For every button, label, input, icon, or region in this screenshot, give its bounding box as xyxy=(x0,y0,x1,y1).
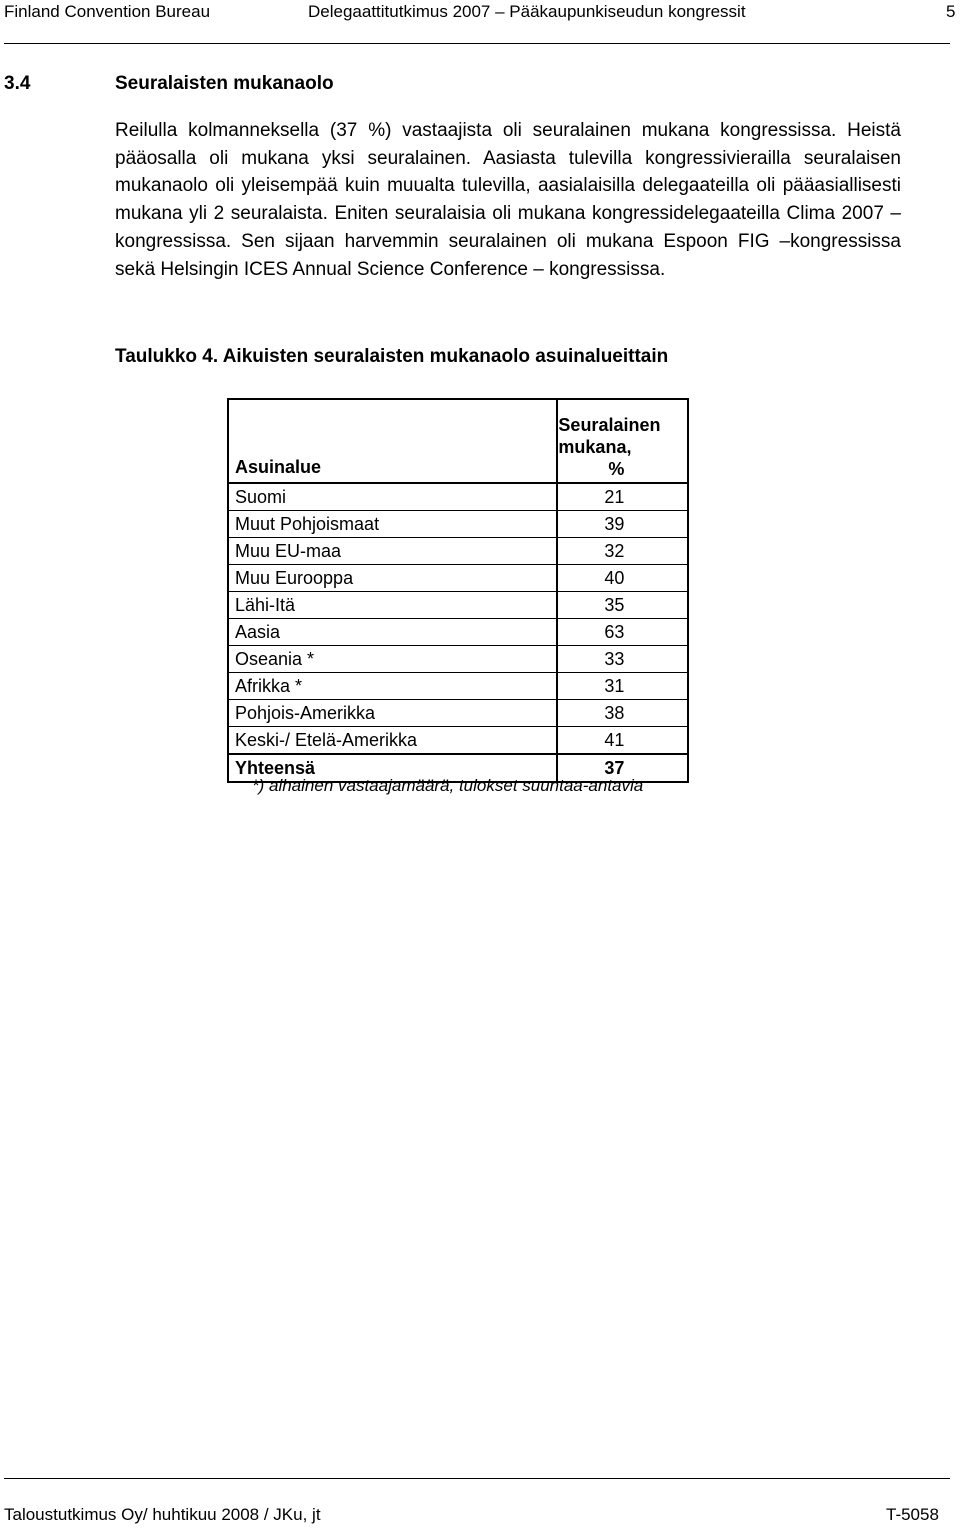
value-text: 40 xyxy=(604,568,625,588)
table-row xyxy=(228,673,688,700)
column-header-value-line2: mukana, % xyxy=(558,437,632,479)
table-row xyxy=(228,619,688,646)
value-cell xyxy=(557,483,688,511)
region-cell: Keski-/ Etelä-Amerikka xyxy=(235,730,418,750)
value-text: 35 xyxy=(604,595,625,615)
value-cell xyxy=(557,592,688,619)
value-text: 39 xyxy=(604,514,625,534)
section-title: Seuralaisten mukanaolo xyxy=(115,73,334,94)
value-cell xyxy=(557,673,688,700)
table-body xyxy=(228,483,688,754)
value-cell xyxy=(557,538,688,565)
value-text: 32 xyxy=(604,541,625,561)
table-row xyxy=(228,565,688,592)
column-header-value xyxy=(557,399,688,483)
table-row xyxy=(228,727,688,755)
table-row xyxy=(228,592,688,619)
table-row xyxy=(228,511,688,538)
value-text: 41 xyxy=(604,730,625,750)
value-text: 33 xyxy=(604,649,625,669)
value-cell xyxy=(557,619,688,646)
section-number: 3.4 xyxy=(4,73,31,94)
column-header-value-line1: Seuralainen xyxy=(558,415,661,435)
data-table xyxy=(227,398,689,783)
table-row xyxy=(228,700,688,727)
region-cell: Lähi-Itä xyxy=(228,592,557,619)
value-text: 21 xyxy=(604,487,625,507)
table-caption: Taulukko 4. Aikuisten seuralaisten mukanaolo asuinalueittain xyxy=(115,346,669,367)
region-cell: Muu Eurooppa xyxy=(228,565,557,592)
total-value: 37 xyxy=(604,758,625,778)
total-label: Yhteensä xyxy=(228,754,557,782)
table-row xyxy=(228,538,688,565)
table-header-row xyxy=(228,399,688,483)
footer-code: T-5058 xyxy=(886,1505,939,1524)
header-report-title: Delegaattitutkimus 2007 – Pääkaupunkiseudun kongressit xyxy=(308,2,746,21)
header-org: Finland Convention Bureau xyxy=(4,2,211,21)
region-cell: Afrikka * xyxy=(228,673,557,700)
header-divider xyxy=(4,43,950,44)
region-cell: Oseania * xyxy=(228,646,557,673)
value-cell xyxy=(557,727,688,755)
value-text: 31 xyxy=(604,676,625,696)
region-cell: Suomi xyxy=(228,483,557,511)
value-cell xyxy=(557,700,688,727)
value-cell xyxy=(557,511,688,538)
value-cell xyxy=(557,565,688,592)
column-header-region: Asuinalue xyxy=(228,399,557,483)
region-cell: Muut Pohjoismaat xyxy=(228,511,557,538)
footer-publisher: Taloustutkimus Oy/ huhtikuu 2008 / JKu, jt xyxy=(4,1505,321,1524)
table-footnote: *) alhainen vastaajamäärä, tulokset suuntaa-antavia xyxy=(252,776,644,795)
page-number: 5 xyxy=(946,2,956,21)
value-cell xyxy=(557,646,688,673)
value-text: 38 xyxy=(604,703,625,723)
body-paragraph: Reilulla kolmanneksella (37 %) vastaajista oli seuralainen mukana kongressissa. Heistä pääosalla oli mukana yksi seuralainen. Aasiasta tulevilla kongressivierailla seuralaisen mukanaolo oli yleisempää kuin muualta tulevilla, aasialaisilla delegaateilla oli pääasiallisesti mukana yli 2 seuralaista. Eniten seuralaisia oli mukana kongressidelegaateilla Clima 2007 –kongressissa. Sen sijaan harvemmin seuralainen oli mukana Espoon FIG –kongressissa sekä Helsingin ICES Annual Science Conference – kongressissa. xyxy=(115,120,901,280)
footer-divider xyxy=(4,1478,950,1479)
value-text: 63 xyxy=(604,622,625,642)
region-cell: Aasia xyxy=(228,619,557,646)
table-row xyxy=(228,646,688,673)
table-row xyxy=(228,483,688,511)
region-cell: Muu EU-maa xyxy=(228,538,557,565)
region-cell: Pohjois-Amerikka xyxy=(228,700,557,727)
page-header xyxy=(0,0,960,24)
